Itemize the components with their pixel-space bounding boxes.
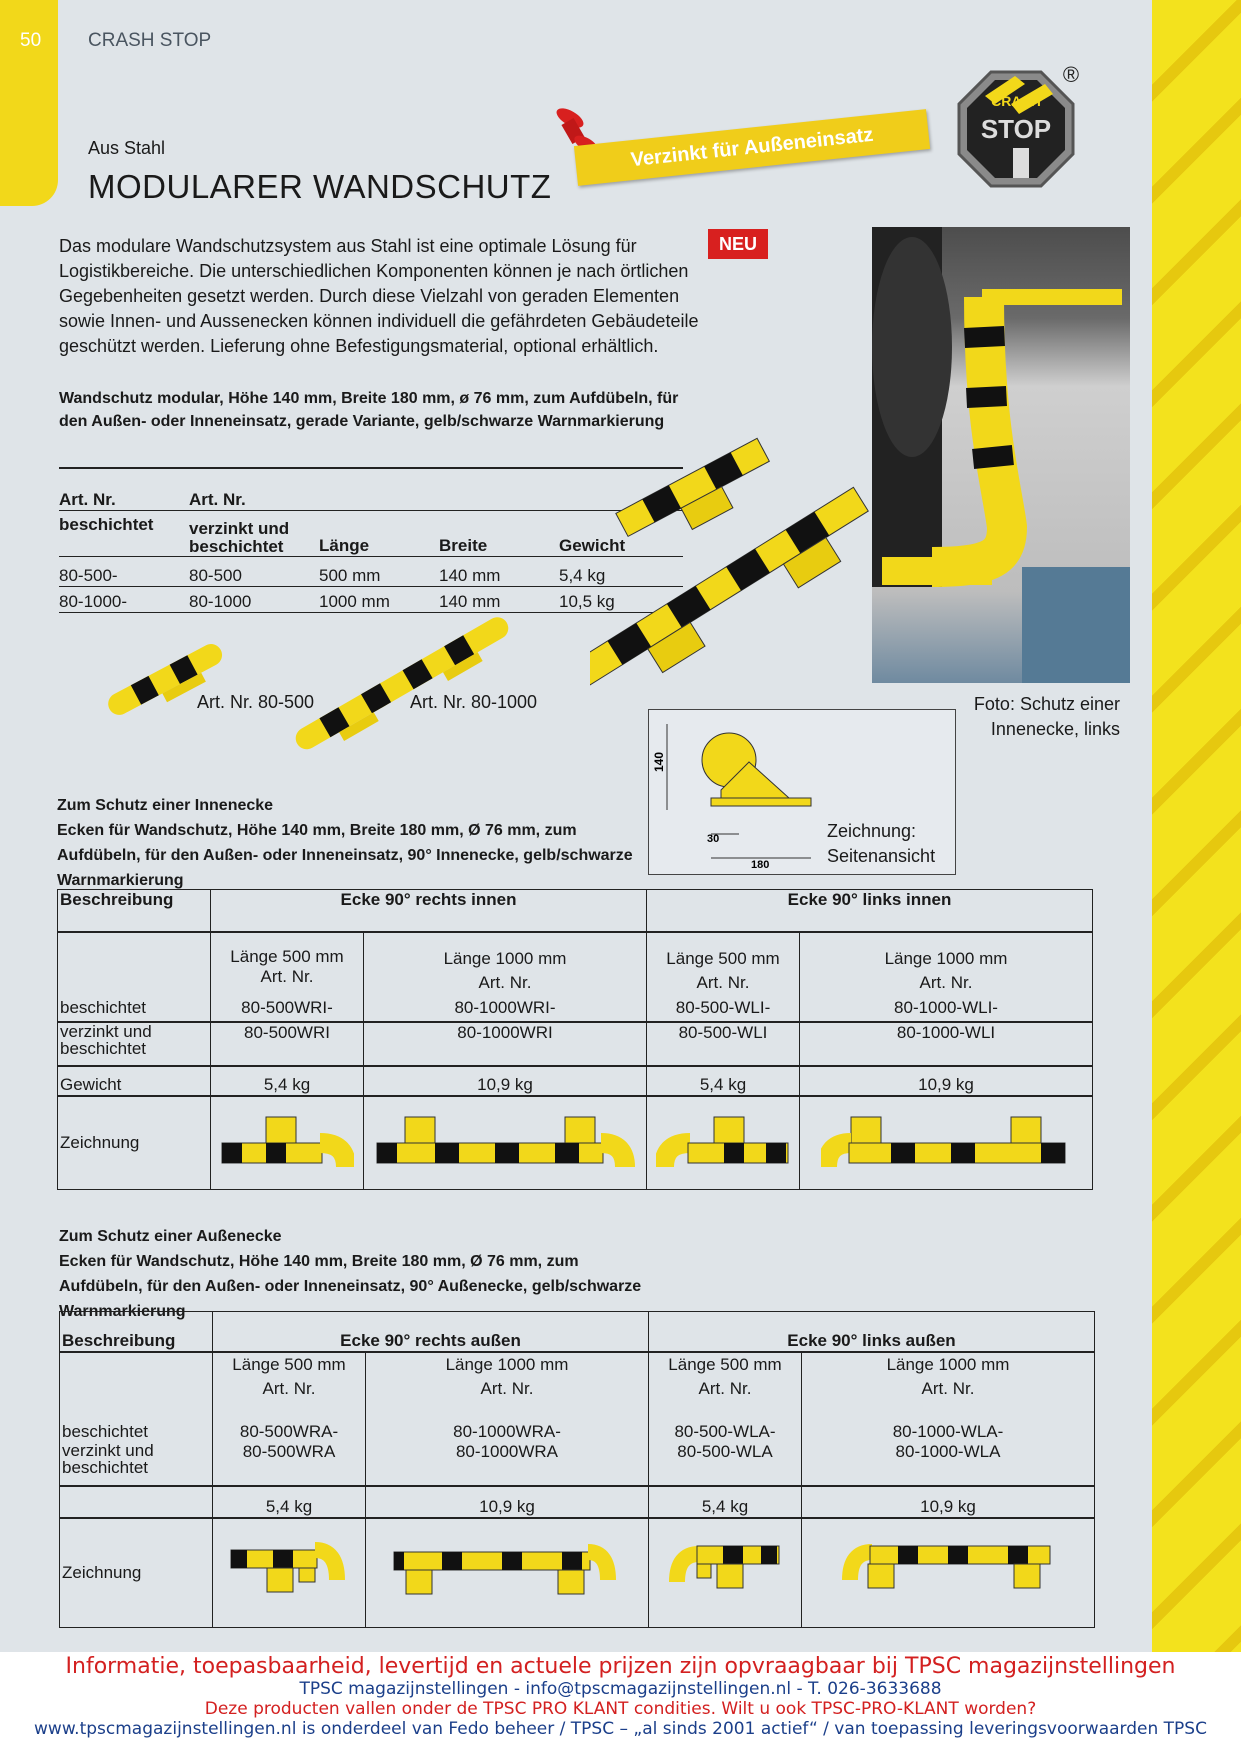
crash-stop-logo xyxy=(955,66,1079,206)
header-width: Breite xyxy=(439,535,488,555)
outer-corner-heading xyxy=(59,1224,959,1324)
dim-height: 140 xyxy=(652,751,666,772)
new-badge: NEU xyxy=(708,229,768,259)
side-view-drawing xyxy=(648,709,956,875)
table-row: 5,4 kg 10,9 kg 5,4 kg 10,9 kg xyxy=(60,1486,1095,1518)
header-art-1: Art. Nr. xyxy=(59,489,116,509)
len-500: Länge 500 mm Art. Nr. xyxy=(647,932,800,998)
inner-heading-title: Zum Schutz einer Innenecke xyxy=(57,797,274,814)
product-80-1000-image xyxy=(284,610,522,760)
caption-80-1000: Art. Nr. 80-1000 xyxy=(410,692,538,712)
cell: 10,5 kg xyxy=(559,591,615,611)
caption-80-500: Art. Nr. 80-500 xyxy=(197,692,315,712)
len-1000: Länge 1000 mm Art. Nr. xyxy=(366,1352,649,1418)
table-row: beschichtet 80-500WRA- 80-1000WRA- 80-500-WLA- 80-1000-WLA- xyxy=(60,1418,1095,1442)
header-length: Länge xyxy=(319,535,370,555)
photo-caption: Foto: Schutz einer Innenecke, links xyxy=(973,694,1120,739)
table-row: beschichtet 80-500WRI- 80-1000WRI- 80-500-WLI- 80-1000-WLI- xyxy=(58,998,1093,1022)
len-1000: Länge 1000 mm Art. Nr. xyxy=(800,932,1093,998)
cell: 1000 mm xyxy=(319,591,390,611)
header-right-inner: Ecke 90° rechts innen xyxy=(211,890,647,932)
drawing-wra-1000 xyxy=(366,1518,649,1628)
table-row: verzinkt und beschichtet 80-500WRI 80-1000WRI 80-500-WLI 80-1000-WLI xyxy=(58,1022,1093,1066)
cell: 80-1000- xyxy=(59,591,128,611)
outer-heading-title: Zum Schutz einer Außenecke xyxy=(59,1228,282,1245)
beam-assembly-image xyxy=(590,420,880,700)
spec-straight: Wandschutz modular, Höhe 140 mm, Breite 180 mm, ø 76 mm, zum Aufdübeln, für den Außen- oder Inneneinsatz, gerade Variante, gelb/schwarze Warnmarkierung xyxy=(59,390,679,430)
header-description: Beschreibung xyxy=(58,890,211,932)
len-1000: Länge 1000 mm Art. Nr. xyxy=(364,932,647,998)
dim-base: 30 xyxy=(707,833,720,845)
drawing-wra-500 xyxy=(213,1518,366,1628)
footer-pro-klant: Deze producten vallen onder de TPSC PRO KLANT condities. Wilt u ook TPSC-PRO-KLANT worden? xyxy=(204,1699,1037,1719)
header-weight: Gewicht xyxy=(559,535,626,555)
drawing-wli-1000 xyxy=(800,1096,1093,1190)
header-coated: beschichtet xyxy=(59,514,154,534)
dim-width: 180 xyxy=(751,859,770,871)
decorative-stripe xyxy=(1152,0,1241,1652)
subtitle: Aus Stahl xyxy=(88,138,166,158)
table-row: verzinkt und beschichtet 80-500WRA 80-1000WRA 80-500-WLA 80-1000-WLA xyxy=(60,1442,1095,1486)
header-left-outer: Ecke 90° links außen xyxy=(649,1312,1095,1352)
footer-contact[interactable]: TPSC magazijnstellingen - info@tpscmagazijnstellingen.nl - T. 026-3633688 xyxy=(299,1679,942,1699)
inner-spec: Ecken für Wandschutz, Höhe 140 mm, Breite 180 mm, Ø 76 mm, zum Aufdübeln, für den Außen- oder Inneneinsatz, 90° Innenecke, gelb/schwarze Warnmarkierung xyxy=(57,822,633,889)
table-row: Zeichnung xyxy=(58,1096,1093,1190)
footer xyxy=(0,1652,1241,1755)
outer-spec: Ecken für Wandschutz, Höhe 140 mm, Breite 180 mm, Ø 76 mm, zum Aufdübeln, für den Außen- oder Inneneinsatz, 90° Außenecke, gelb/schwarze Warnmarkierung xyxy=(59,1253,642,1320)
outer-corner-table xyxy=(59,1311,1095,1628)
drawing-caption: Zeichnung: Seitenansicht xyxy=(827,821,936,866)
header-left-inner: Ecke 90° links innen xyxy=(647,890,1093,932)
inner-corner-heading xyxy=(57,793,657,893)
drawing-wli-500 xyxy=(647,1096,800,1190)
cell: 5,4 kg xyxy=(559,565,606,585)
cell: 140 mm xyxy=(439,591,501,611)
page-title: MODULARER WANDSCHUTZ xyxy=(88,168,552,205)
cell: 80-500- xyxy=(59,565,118,585)
installation-photo xyxy=(872,227,1130,683)
header-art-2: Art. Nr. xyxy=(189,489,246,509)
logo-text-top: CRASH xyxy=(991,93,1041,109)
table-row: Gewicht 5,4 kg 10,9 kg 5,4 kg 10,9 kg xyxy=(58,1066,1093,1096)
inner-corner-table xyxy=(57,889,1093,1190)
intro-text: Das modulare Wandschutzsystem aus Stahl ist eine optimale Lösung für Logistikbereiche. Die unterschiedlichen Komponenten können je nach örtlichen Gegebenheiten gesetzt werden. Durch diese Vielzahl von geraden Elementen sowie Innen- und Aussenecken können individuell die gefährdeten Gebäudeteile geschützt werden. Lieferung ohne Befestigungsmaterial, optional erhältlich. xyxy=(59,236,699,356)
footer-info: Informatie, toepasbaarheid, levertijd en actuele prijzen zijn opvraagbaar bij TPSC magazijnstellingen xyxy=(65,1654,1176,1679)
drawing-wla-1000 xyxy=(802,1518,1095,1628)
page-number: 50 xyxy=(20,30,42,51)
drawing-wri-1000 xyxy=(364,1096,647,1190)
header-right-outer: Ecke 90° rechts außen xyxy=(213,1312,649,1352)
footer-website[interactable]: www.tpscmagazijnstellingen.nl is onderdeel van Fedo beheer / TPSC – „al sinds 2001 actief“ / van toepassing leveringsvoorwaarden TPSC xyxy=(34,1719,1207,1739)
len-500: Länge 500 mm Art. Nr. xyxy=(211,932,364,998)
len-500: Länge 500 mm Art. Nr. xyxy=(213,1352,366,1418)
cell: 140 mm xyxy=(439,565,501,585)
section-title: CRASH STOP xyxy=(88,30,212,51)
cell: 80-500 xyxy=(189,565,242,585)
header-galvanized: verzinkt und beschichtet xyxy=(189,518,290,556)
len-1000: Länge 1000 mm Art. Nr. xyxy=(802,1352,1095,1418)
drawing-wri-500 xyxy=(211,1096,364,1190)
drawing-wla-500 xyxy=(649,1518,802,1628)
logo-text-main: STOP xyxy=(980,114,1052,144)
cell: 500 mm xyxy=(319,565,381,585)
registered-mark: ® xyxy=(1062,66,1079,87)
cell: 80-1000 xyxy=(189,591,252,611)
len-500: Länge 500 mm Art. Nr. xyxy=(649,1352,802,1418)
galvanized-banner: Verzinkt für Außeneinsatz xyxy=(574,109,930,186)
header-description: Beschreibung xyxy=(60,1312,213,1352)
table-row: Zeichnung xyxy=(60,1518,1095,1628)
